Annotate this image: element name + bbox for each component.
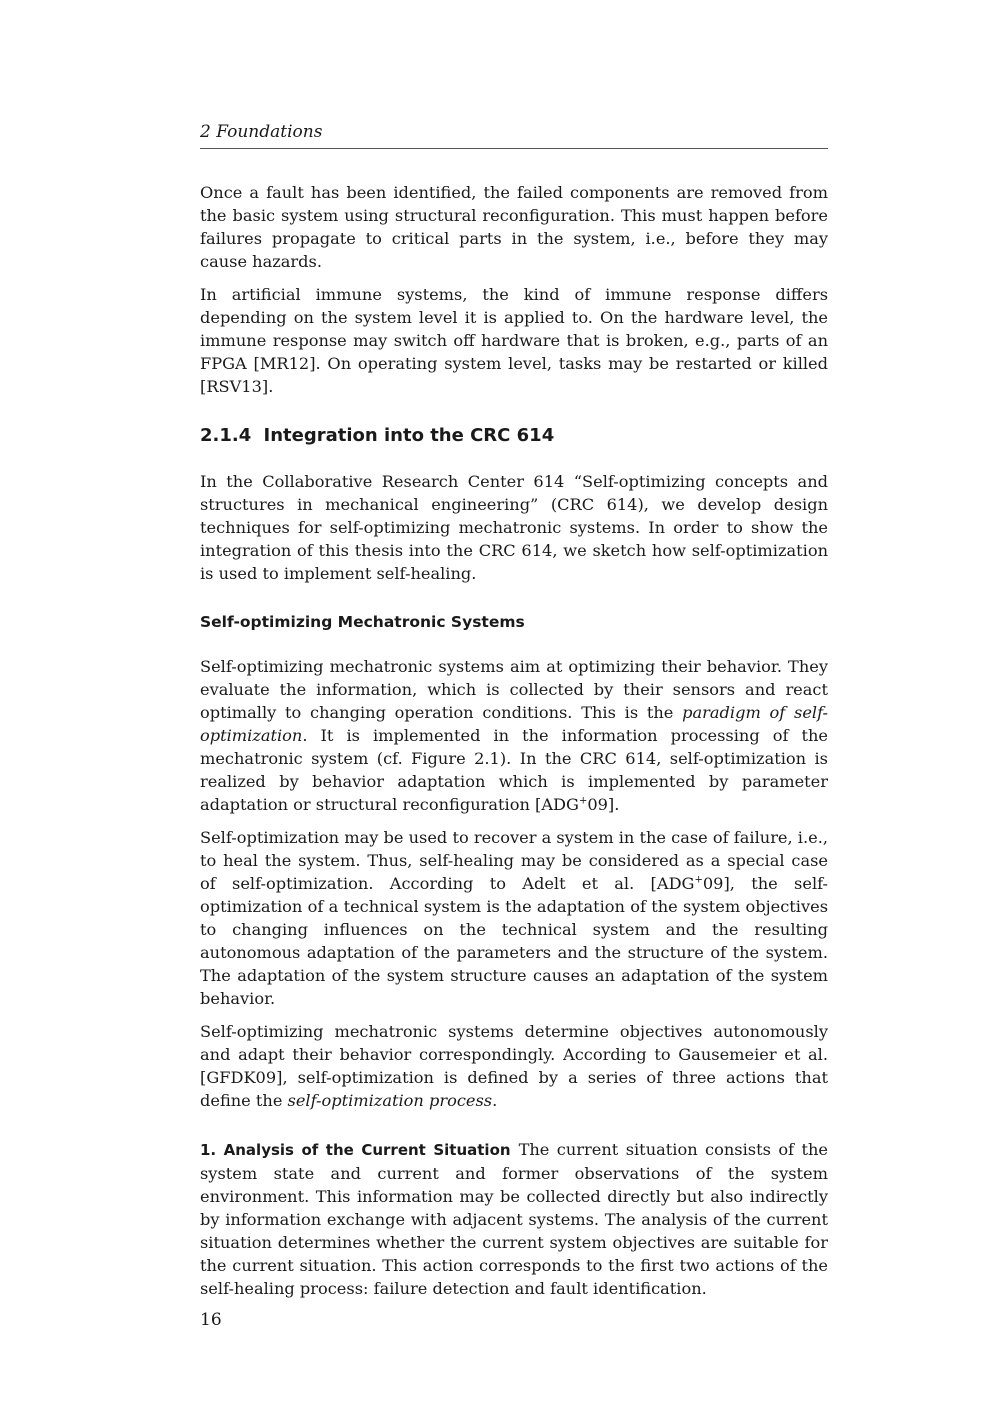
page-body <box>200 181 828 1310</box>
section-number: 2.1.4 <box>200 425 252 446</box>
text-run: 09], the self-optimization of a technical system is the adaptation of the system objectives to changing influences on the technical system and the resulting autonomous adaptation of the parameters and the structure of the system. The adaptation of the system structure causes an adaptation of the system behavior. <box>200 874 828 1008</box>
text-run: . It is implemented in the information processing of the mechatronic system (cf. Figure 2.1). In the CRC 614, self-optimization is realized by behavior adaptation which is implemented by parameter adaptation or structural reconfiguration [ADG <box>200 726 828 814</box>
text-run: 09]. <box>587 795 620 814</box>
text-run: Self-optimizing mechatronic systems determine objectives autonomously and adapt their behavior correspondingly. According to Gausemeier et al. [GFDK09], self-optimization is defined by a series of three actions that define the <box>200 1022 828 1110</box>
text-run: . <box>492 1091 498 1110</box>
text-run: The current situation consists of the system state and current and former observations of the system environment. This information may be collected directly but also indirectly by information exchange with adjacent systems. The analysis of the current situation determines whether the current system objectives are suitable for the current situation. This action corresponds to the first two actions of the self-healing process: failure detection and fault identification. <box>200 1140 828 1298</box>
superscript: + <box>694 874 703 886</box>
paragraph-heading: 1. Analysis of the Current Situation <box>200 1141 511 1159</box>
paragraph-self-healing <box>200 826 828 1010</box>
section-title: Integration into the CRC 614 <box>263 425 555 446</box>
superscript: + <box>578 795 588 807</box>
paragraph-crc-intro: In the Collaborative Research Center 614 “Self-optimizing concepts and structures in mechanical engineering” (CRC 614), we develop design techniques for self-optimizing mechatronic systems. In order to show the integration of this thesis into the CRC 614, we sketch how self-optimization is used to implement self-healing. <box>200 472 828 583</box>
paragraph-self-optimization-process <box>200 1020 828 1112</box>
paragraph-immune-response: In artificial immune systems, the kind of immune response differs depending on the system level it is applied to. On the hardware level, the immune response may switch off hardware that is broken, e.g., parts of an FPGA [MR12]. On operating system level, tasks may be restarted or killed [RSV13]. <box>200 285 828 396</box>
section-heading <box>200 424 828 448</box>
text-run: Self-optimization may be used to recover a system in the case of failure, i.e., to heal the system. Thus, self-healing may be considered as a special case of self-optimization. According to Adelt et al. [ADG <box>200 828 828 893</box>
page-number: 16 <box>200 1310 222 1330</box>
paragraph-self-optimizing-systems <box>200 655 828 816</box>
running-head: 2 Foundations <box>200 120 828 149</box>
emphasis-process: self-optimization process <box>287 1091 493 1110</box>
paragraph-fault-removal: Once a fault has been identified, the failed components are removed from the basic system using structural reconfiguration. This must happen before failures propagate to critical parts in the system, i.e., before they may cause hazards. <box>200 183 828 271</box>
subsection-heading: Self-optimizing Mechatronic Systems <box>200 613 525 631</box>
text-run: Self-optimizing mechatronic systems aim at optimizing their behavior. They evaluate the information, which is collected by their sensors and react optimally to changing operation conditions. This is the <box>200 657 828 722</box>
emphasis-paradigm: paradigm of self-optimization <box>200 703 828 745</box>
paragraph-analysis-current-situation <box>200 1138 828 1300</box>
